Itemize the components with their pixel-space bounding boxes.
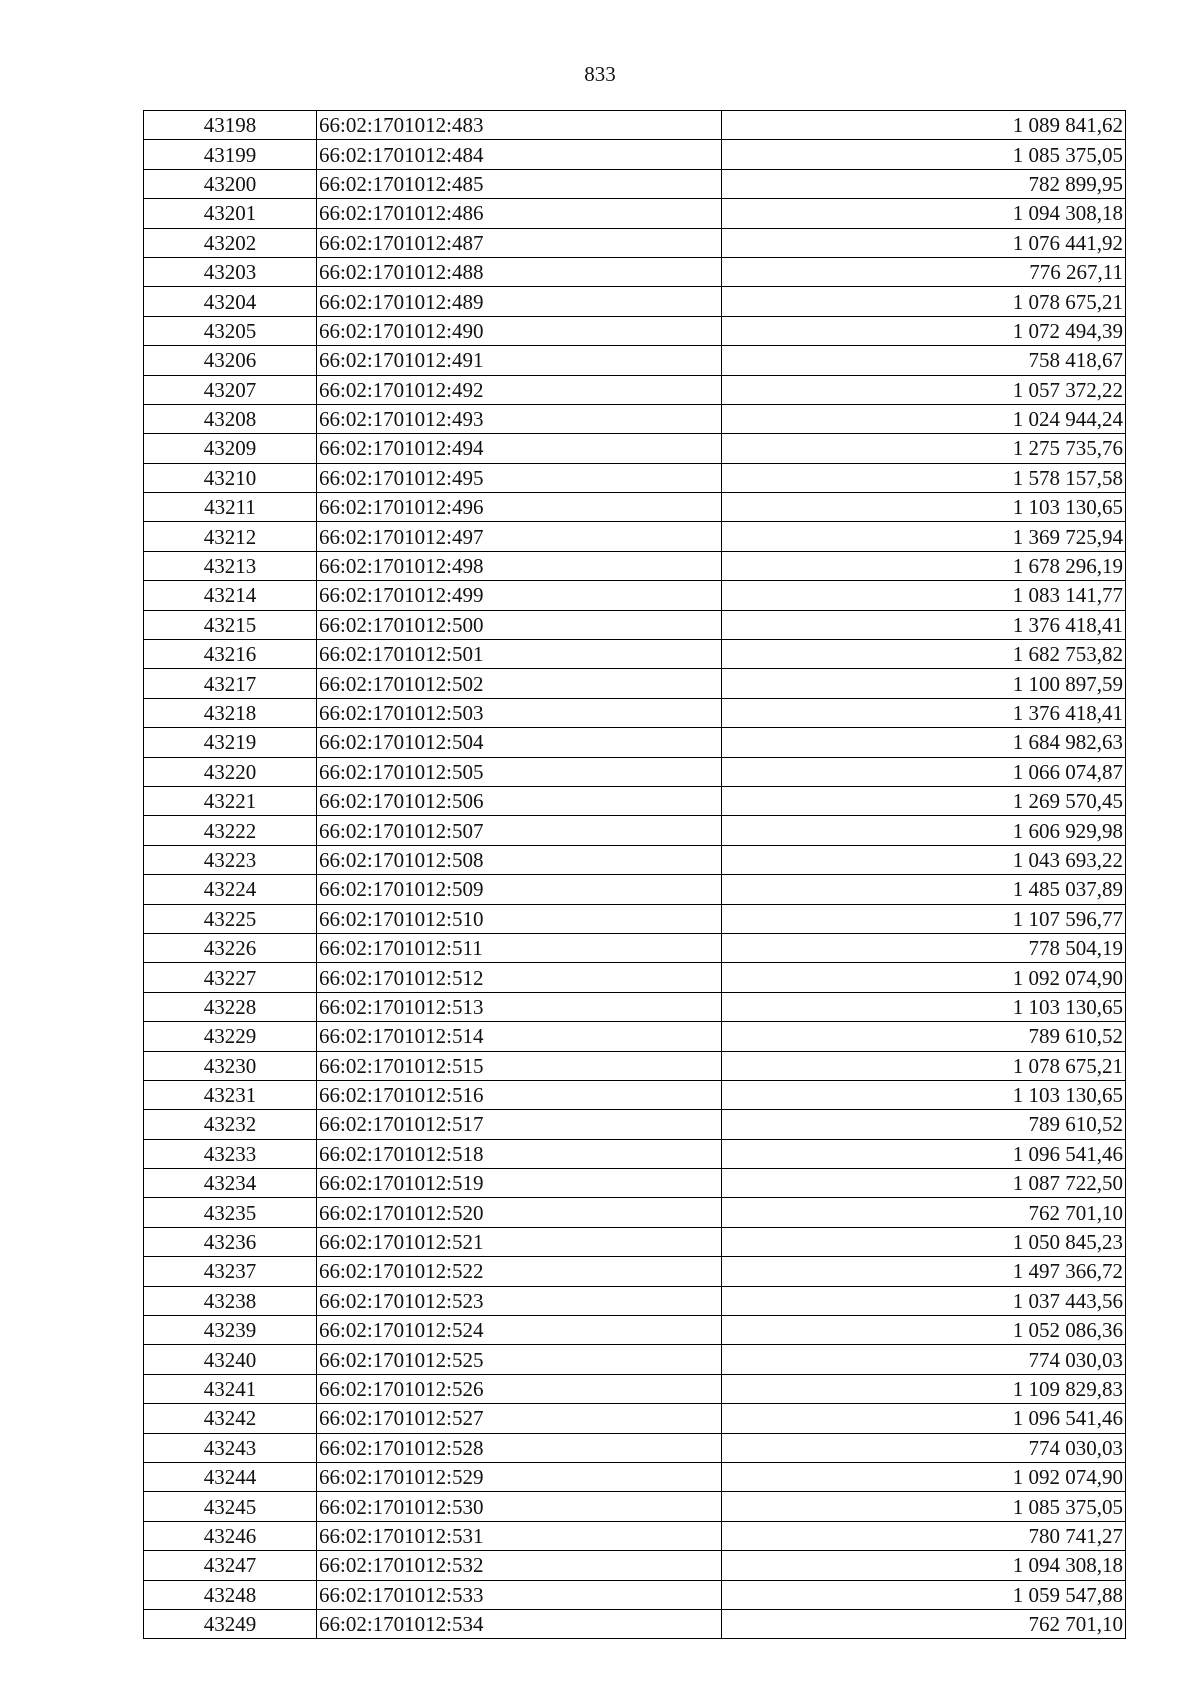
row-number-cell: 43209 [144, 434, 317, 463]
cadastral-number-cell: 66:02:1701012:530 [317, 1492, 722, 1521]
table-row [144, 669, 1126, 698]
table-row [144, 610, 1126, 639]
row-number-cell: 43225 [144, 904, 317, 933]
cadastral-number-cell: 66:02:1701012:493 [317, 404, 722, 433]
cadastral-number-cell: 66:02:1701012:517 [317, 1110, 722, 1139]
row-number-cell: 43234 [144, 1169, 317, 1198]
cadastral-value-cell: 774 030,03 [722, 1433, 1126, 1462]
cadastral-number-cell: 66:02:1701012:515 [317, 1051, 722, 1080]
table-row [144, 757, 1126, 786]
table-row [144, 287, 1126, 316]
cadastral-value-cell: 1 107 596,77 [722, 904, 1126, 933]
row-number-cell: 43228 [144, 992, 317, 1021]
table-row [144, 1580, 1126, 1609]
cadastral-value-cell: 778 504,19 [722, 933, 1126, 962]
row-number-cell: 43205 [144, 316, 317, 345]
table-row [144, 581, 1126, 610]
table-row [144, 1051, 1126, 1080]
cadastral-number-cell: 66:02:1701012:531 [317, 1521, 722, 1550]
cadastral-value-cell: 1 103 130,65 [722, 493, 1126, 522]
table-row [144, 522, 1126, 551]
table-row [144, 1521, 1126, 1550]
cadastral-number-cell: 66:02:1701012:519 [317, 1169, 722, 1198]
table-row [144, 816, 1126, 845]
cadastral-value-cell: 1 100 897,59 [722, 669, 1126, 698]
row-number-cell: 43229 [144, 1022, 317, 1051]
cadastral-value-cell: 1 092 074,90 [722, 963, 1126, 992]
row-number-cell: 43199 [144, 140, 317, 169]
cadastral-number-cell: 66:02:1701012:534 [317, 1609, 722, 1638]
table-row [144, 199, 1126, 228]
row-number-cell: 43248 [144, 1580, 317, 1609]
row-number-cell: 43211 [144, 493, 317, 522]
cadastral-value-cell: 1 682 753,82 [722, 640, 1126, 669]
cadastral-number-cell: 66:02:1701012:533 [317, 1580, 722, 1609]
cadastral-value-cell: 1 083 141,77 [722, 581, 1126, 610]
cadastral-number-cell: 66:02:1701012:526 [317, 1374, 722, 1403]
cadastral-number-cell: 66:02:1701012:503 [317, 698, 722, 727]
row-number-cell: 43218 [144, 698, 317, 727]
cadastral-value-cell: 1 578 157,58 [722, 463, 1126, 492]
row-number-cell: 43239 [144, 1316, 317, 1345]
table-body [144, 111, 1126, 1639]
cadastral-number-cell: 66:02:1701012:501 [317, 640, 722, 669]
row-number-cell: 43206 [144, 346, 317, 375]
table-row [144, 1139, 1126, 1168]
cadastral-value-cell: 780 741,27 [722, 1521, 1126, 1550]
cadastral-number-cell: 66:02:1701012:510 [317, 904, 722, 933]
row-number-cell: 43213 [144, 551, 317, 580]
row-number-cell: 43221 [144, 786, 317, 815]
row-number-cell: 43222 [144, 816, 317, 845]
cadastral-number-cell: 66:02:1701012:483 [317, 111, 722, 140]
row-number-cell: 43246 [144, 1521, 317, 1550]
row-number-cell: 43208 [144, 404, 317, 433]
cadastral-value-cell: 1 103 130,65 [722, 992, 1126, 1021]
row-number-cell: 43230 [144, 1051, 317, 1080]
cadastral-value-cell: 1 050 845,23 [722, 1227, 1126, 1256]
cadastral-value-cell: 1 089 841,62 [722, 111, 1126, 140]
cadastral-number-cell: 66:02:1701012:505 [317, 757, 722, 786]
table-row [144, 1433, 1126, 1462]
cadastral-number-cell: 66:02:1701012:523 [317, 1286, 722, 1315]
table-row [144, 1609, 1126, 1638]
row-number-cell: 43244 [144, 1462, 317, 1491]
cadastral-number-cell: 66:02:1701012:499 [317, 581, 722, 610]
cadastral-number-cell: 66:02:1701012:532 [317, 1551, 722, 1580]
cadastral-value-cell: 762 701,10 [722, 1198, 1126, 1227]
row-number-cell: 43249 [144, 1609, 317, 1638]
cadastral-value-cell: 1 684 982,63 [722, 728, 1126, 757]
table-row [144, 346, 1126, 375]
table-row [144, 434, 1126, 463]
cadastral-value-cell: 1 369 725,94 [722, 522, 1126, 551]
table-row [144, 1316, 1126, 1345]
cadastral-value-cell: 1 269 570,45 [722, 786, 1126, 815]
row-number-cell: 43198 [144, 111, 317, 140]
table-row [144, 169, 1126, 198]
cadastral-number-cell: 66:02:1701012:520 [317, 1198, 722, 1227]
row-number-cell: 43232 [144, 1110, 317, 1139]
cadastral-number-cell: 66:02:1701012:500 [317, 610, 722, 639]
cadastral-number-cell: 66:02:1701012:492 [317, 375, 722, 404]
cadastral-value-cell: 1 109 829,83 [722, 1374, 1126, 1403]
table-row [144, 1080, 1126, 1109]
table-row [144, 111, 1126, 140]
cadastral-number-cell: 66:02:1701012:488 [317, 257, 722, 286]
table-row [144, 140, 1126, 169]
row-number-cell: 43235 [144, 1198, 317, 1227]
cadastral-number-cell: 66:02:1701012:506 [317, 786, 722, 815]
cadastral-number-cell: 66:02:1701012:514 [317, 1022, 722, 1051]
table-row [144, 1404, 1126, 1433]
table-row [144, 1257, 1126, 1286]
table-row [144, 316, 1126, 345]
row-number-cell: 43201 [144, 199, 317, 228]
cadastral-value-cell: 1 066 074,87 [722, 757, 1126, 786]
page-number: 833 [584, 62, 616, 86]
cadastral-number-cell: 66:02:1701012:504 [317, 728, 722, 757]
cadastral-number-cell: 66:02:1701012:489 [317, 287, 722, 316]
row-number-cell: 43236 [144, 1227, 317, 1256]
table-row [144, 933, 1126, 962]
row-number-cell: 43238 [144, 1286, 317, 1315]
cadastral-value-cell: 1 092 074,90 [722, 1462, 1126, 1491]
cadastral-value-cell: 1 072 494,39 [722, 316, 1126, 345]
table-row [144, 1227, 1126, 1256]
row-number-cell: 43220 [144, 757, 317, 786]
cadastral-value-cell: 1 376 418,41 [722, 610, 1126, 639]
cadastral-value-cell: 1 497 366,72 [722, 1257, 1126, 1286]
cadastral-value-cell: 1 085 375,05 [722, 140, 1126, 169]
table-row [144, 728, 1126, 757]
row-number-cell: 43203 [144, 257, 317, 286]
cadastral-value-cell: 782 899,95 [722, 169, 1126, 198]
cadastral-value-cell: 1 085 375,05 [722, 1492, 1126, 1521]
row-number-cell: 43207 [144, 375, 317, 404]
cadastral-number-cell: 66:02:1701012:528 [317, 1433, 722, 1462]
table-row [144, 1345, 1126, 1374]
cadastral-value-cell: 1 037 443,56 [722, 1286, 1126, 1315]
cadastral-number-cell: 66:02:1701012:494 [317, 434, 722, 463]
cadastral-number-cell: 66:02:1701012:498 [317, 551, 722, 580]
table-row [144, 698, 1126, 727]
cadastral-value-cell: 1 078 675,21 [722, 1051, 1126, 1080]
cadastral-value-cell: 1 052 086,36 [722, 1316, 1126, 1345]
row-number-cell: 43240 [144, 1345, 317, 1374]
cadastral-value-cell: 1 485 037,89 [722, 875, 1126, 904]
table-row [144, 640, 1126, 669]
table-row [144, 992, 1126, 1021]
cadastral-number-cell: 66:02:1701012:511 [317, 933, 722, 962]
cadastral-value-cell: 1 078 675,21 [722, 287, 1126, 316]
cadastral-number-cell: 66:02:1701012:497 [317, 522, 722, 551]
table-row [144, 493, 1126, 522]
cadastral-number-cell: 66:02:1701012:485 [317, 169, 722, 198]
cadastral-number-cell: 66:02:1701012:525 [317, 1345, 722, 1374]
row-number-cell: 43223 [144, 845, 317, 874]
cadastral-number-cell: 66:02:1701012:522 [317, 1257, 722, 1286]
row-number-cell: 43217 [144, 669, 317, 698]
table-row [144, 1374, 1126, 1403]
table-row [144, 1022, 1126, 1051]
row-number-cell: 43245 [144, 1492, 317, 1521]
cadastral-number-cell: 66:02:1701012:490 [317, 316, 722, 345]
row-number-cell: 43219 [144, 728, 317, 757]
row-number-cell: 43243 [144, 1433, 317, 1462]
cadastral-value-cell: 1 087 722,50 [722, 1169, 1126, 1198]
table-row [144, 845, 1126, 874]
table-row [144, 228, 1126, 257]
cadastral-value-cell: 1 678 296,19 [722, 551, 1126, 580]
row-number-cell: 43202 [144, 228, 317, 257]
cadastral-number-cell: 66:02:1701012:518 [317, 1139, 722, 1168]
table-row [144, 551, 1126, 580]
table-row [144, 1462, 1126, 1491]
cadastral-value-cell: 1 043 693,22 [722, 845, 1126, 874]
row-number-cell: 43233 [144, 1139, 317, 1168]
cadastral-value-cell: 1 059 547,88 [722, 1580, 1126, 1609]
table-row [144, 1198, 1126, 1227]
cadastral-value-cell: 776 267,11 [722, 257, 1126, 286]
table-row [144, 1551, 1126, 1580]
cadastral-number-cell: 66:02:1701012:513 [317, 992, 722, 1021]
cadastral-number-cell: 66:02:1701012:487 [317, 228, 722, 257]
cadastral-value-cell: 1 057 372,22 [722, 375, 1126, 404]
table-row [144, 904, 1126, 933]
cadastral-value-cell: 1 094 308,18 [722, 1551, 1126, 1580]
cadastral-number-cell: 66:02:1701012:529 [317, 1462, 722, 1491]
cadastral-value-cell: 762 701,10 [722, 1609, 1126, 1638]
table-row [144, 1492, 1126, 1521]
cadastral-value-cell: 1 094 308,18 [722, 199, 1126, 228]
cadastral-number-cell: 66:02:1701012:507 [317, 816, 722, 845]
row-number-cell: 43214 [144, 581, 317, 610]
cadastral-value-cell: 789 610,52 [722, 1110, 1126, 1139]
cadastral-value-cell: 1 606 929,98 [722, 816, 1126, 845]
row-number-cell: 43247 [144, 1551, 317, 1580]
cadastral-number-cell: 66:02:1701012:495 [317, 463, 722, 492]
cadastral-number-cell: 66:02:1701012:484 [317, 140, 722, 169]
cadastral-number-cell: 66:02:1701012:527 [317, 1404, 722, 1433]
cadastral-number-cell: 66:02:1701012:508 [317, 845, 722, 874]
table-row [144, 1286, 1126, 1315]
row-number-cell: 43237 [144, 1257, 317, 1286]
row-number-cell: 43215 [144, 610, 317, 639]
cadastral-value-cell: 1 096 541,46 [722, 1404, 1126, 1433]
cadastral-number-cell: 66:02:1701012:516 [317, 1080, 722, 1109]
table-row [144, 463, 1126, 492]
row-number-cell: 43200 [144, 169, 317, 198]
table-row [144, 875, 1126, 904]
row-number-cell: 43212 [144, 522, 317, 551]
cadastral-value-cell: 1 103 130,65 [722, 1080, 1126, 1109]
table-row [144, 1169, 1126, 1198]
table-row [144, 375, 1126, 404]
row-number-cell: 43242 [144, 1404, 317, 1433]
row-number-cell: 43226 [144, 933, 317, 962]
cadastral-number-cell: 66:02:1701012:502 [317, 669, 722, 698]
cadastral-number-cell: 66:02:1701012:496 [317, 493, 722, 522]
row-number-cell: 43241 [144, 1374, 317, 1403]
cadastral-value-cell: 1 076 441,92 [722, 228, 1126, 257]
table-row [144, 257, 1126, 286]
cadastral-number-cell: 66:02:1701012:521 [317, 1227, 722, 1256]
cadastral-value-table [143, 110, 1126, 1639]
cadastral-number-cell: 66:02:1701012:509 [317, 875, 722, 904]
cadastral-value-cell: 789 610,52 [722, 1022, 1126, 1051]
row-number-cell: 43210 [144, 463, 317, 492]
row-number-cell: 43231 [144, 1080, 317, 1109]
cadastral-number-cell: 66:02:1701012:512 [317, 963, 722, 992]
table-row [144, 786, 1126, 815]
cadastral-number-cell: 66:02:1701012:491 [317, 346, 722, 375]
row-number-cell: 43204 [144, 287, 317, 316]
cadastral-value-cell: 1 376 418,41 [722, 698, 1126, 727]
table-row [144, 963, 1126, 992]
table-row [144, 1110, 1126, 1139]
cadastral-number-cell: 66:02:1701012:486 [317, 199, 722, 228]
cadastral-value-cell: 758 418,67 [722, 346, 1126, 375]
table-row [144, 404, 1126, 433]
cadastral-value-cell: 1 275 735,76 [722, 434, 1126, 463]
cadastral-value-cell: 1 096 541,46 [722, 1139, 1126, 1168]
row-number-cell: 43224 [144, 875, 317, 904]
cadastral-value-cell: 774 030,03 [722, 1345, 1126, 1374]
cadastral-value-cell: 1 024 944,24 [722, 404, 1126, 433]
row-number-cell: 43227 [144, 963, 317, 992]
cadastral-number-cell: 66:02:1701012:524 [317, 1316, 722, 1345]
row-number-cell: 43216 [144, 640, 317, 669]
